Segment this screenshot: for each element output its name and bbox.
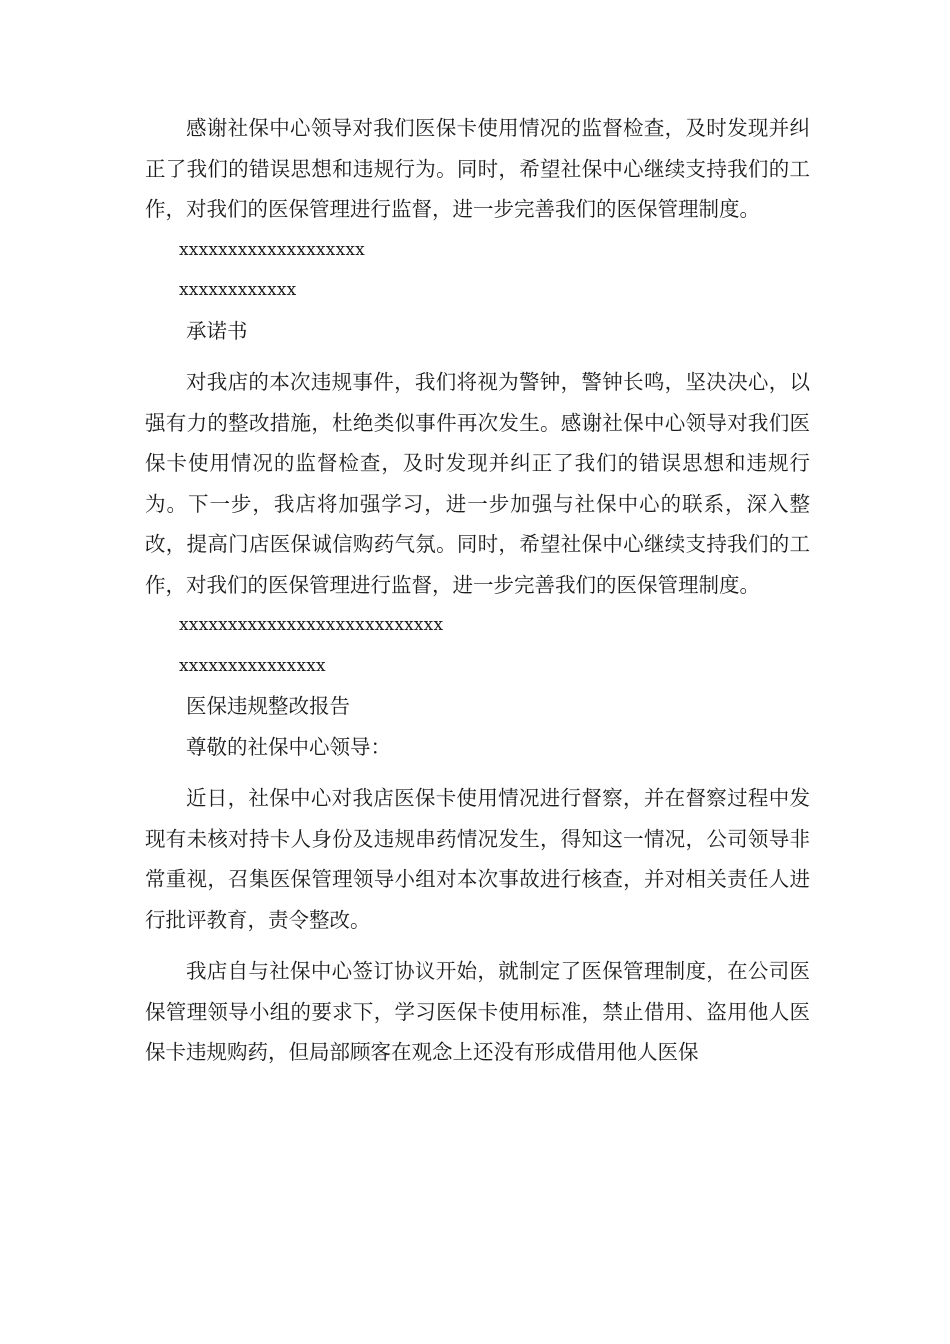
date-line-1: xxxxxxxxxxxx	[179, 280, 297, 300]
signature-line-2: xxxxxxxxxxxxxxxxxxxxxxxxxxx	[179, 615, 444, 635]
salutation: 尊敬的社保中心领导：	[186, 734, 391, 759]
paragraph-inspection: 近日，社保中心对我店医保卡使用情况进行督察，并在督察过程中发现有未核对持卡人身份及违规串药情况发生，得知这一情况，公司领导非常重视，召集医保管理领导小组对本次事故进行核查，并对相关责任人进行批评教育，责令整改。	[145, 786, 810, 932]
signature-line-1: xxxxxxxxxxxxxxxxxxx	[179, 239, 365, 260]
date-line-2: xxxxxxxxxxxxxxx	[179, 655, 326, 676]
paragraph-commitment: 对我店的本次违规事件，我们将视为警钟，警钟长鸣，坚决决心，以强有力的整改措施，杜绝类似事件再次发生。感谢社保中心领导对我们医保卡使用情况的监督检查，及时发现并纠正了我们的错误思想和违规行为。下一步，我店将加强学习，进一步加强与社保中心的联系，深入整改，提高门店医保诚信购药气氛。同时，希望社保中心继续支持我们的工作，对我们的医保管理进行监督，进一步完善我们的医保管理制度。	[145, 370, 810, 597]
document-page	[145, 108, 810, 1073]
heading-report: 医保违规整改报告	[186, 694, 350, 718]
heading-commitment: 承诺书	[186, 318, 248, 343]
paragraph-management: 我店自与社保中心签订协议开始，就制定了医保管理制度，在公司医保管理领导小组的要求下，学习医保卡使用标准，禁止借用、盗用他人医保卡违规购药，但局部顾客在观念上还没有形成借用他人医保	[145, 959, 810, 1064]
paragraph-thanks: 感谢社保中心领导对我们医保卡使用情况的监督检查，及时发现并纠正了我们的错误思想和违规行为。同时，希望社保中心继续支持我们的工作，对我们的医保管理进行监督，进一步完善我们的医保管理制度。	[145, 116, 810, 221]
